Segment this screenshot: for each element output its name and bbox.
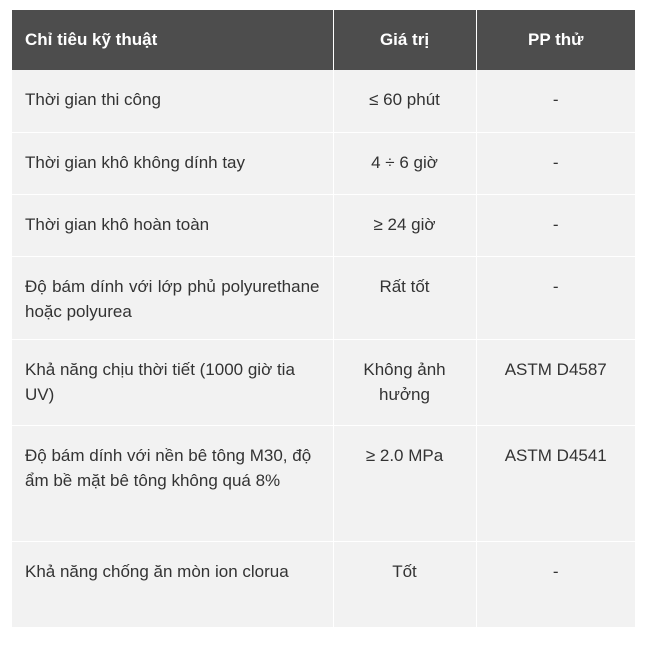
table-row [12,132,635,194]
spec-name-cell: Thời gian khô không dính tay [12,132,333,194]
spec-name-cell: Thời gian thi công [12,70,333,132]
header-value: Giá trị [333,10,476,70]
header-spec-name: Chỉ tiêu kỹ thuật [12,10,333,70]
table-row [12,339,635,425]
table-row [12,70,635,132]
spec-value-cell: 4 ÷ 6 giờ [333,132,476,194]
technical-spec-table [12,10,635,628]
test-method-cell: ASTM D4587 [476,339,635,425]
test-method-cell: - [476,541,635,627]
spec-value-cell: Rất tốt [333,256,476,339]
header-test-method: PP thử [476,10,635,70]
table-row [12,256,635,339]
test-method-cell: - [476,70,635,132]
spec-name-cell: Thời gian khô hoàn toàn [12,194,333,256]
table-row [12,194,635,256]
spec-value-cell: ≤ 60 phút [333,70,476,132]
spec-name-cell: Độ bám dính với nền bê tông M30, độ ẩm bề mặt bê tông không quá 8% [12,425,333,541]
spec-name-cell: Khả năng chịu thời tiết (1000 giờ tia UV) [12,339,333,425]
spec-value-cell: Tốt [333,541,476,627]
test-method-cell: - [476,194,635,256]
table-header-row [12,10,635,70]
test-method-cell: - [476,256,635,339]
spec-value-cell: Không ảnh hưởng [333,339,476,425]
spec-value-cell: ≥ 2.0 MPa [333,425,476,541]
table-row [12,541,635,627]
test-method-cell: - [476,132,635,194]
spec-name-cell: Khả năng chống ăn mòn ion clorua [12,541,333,627]
test-method-cell: ASTM D4541 [476,425,635,541]
spec-value-cell: ≥ 24 giờ [333,194,476,256]
spec-name-cell: Độ bám dính với lớp phủ polyurethane hoặc polyurea [12,256,333,339]
table-row [12,425,635,541]
